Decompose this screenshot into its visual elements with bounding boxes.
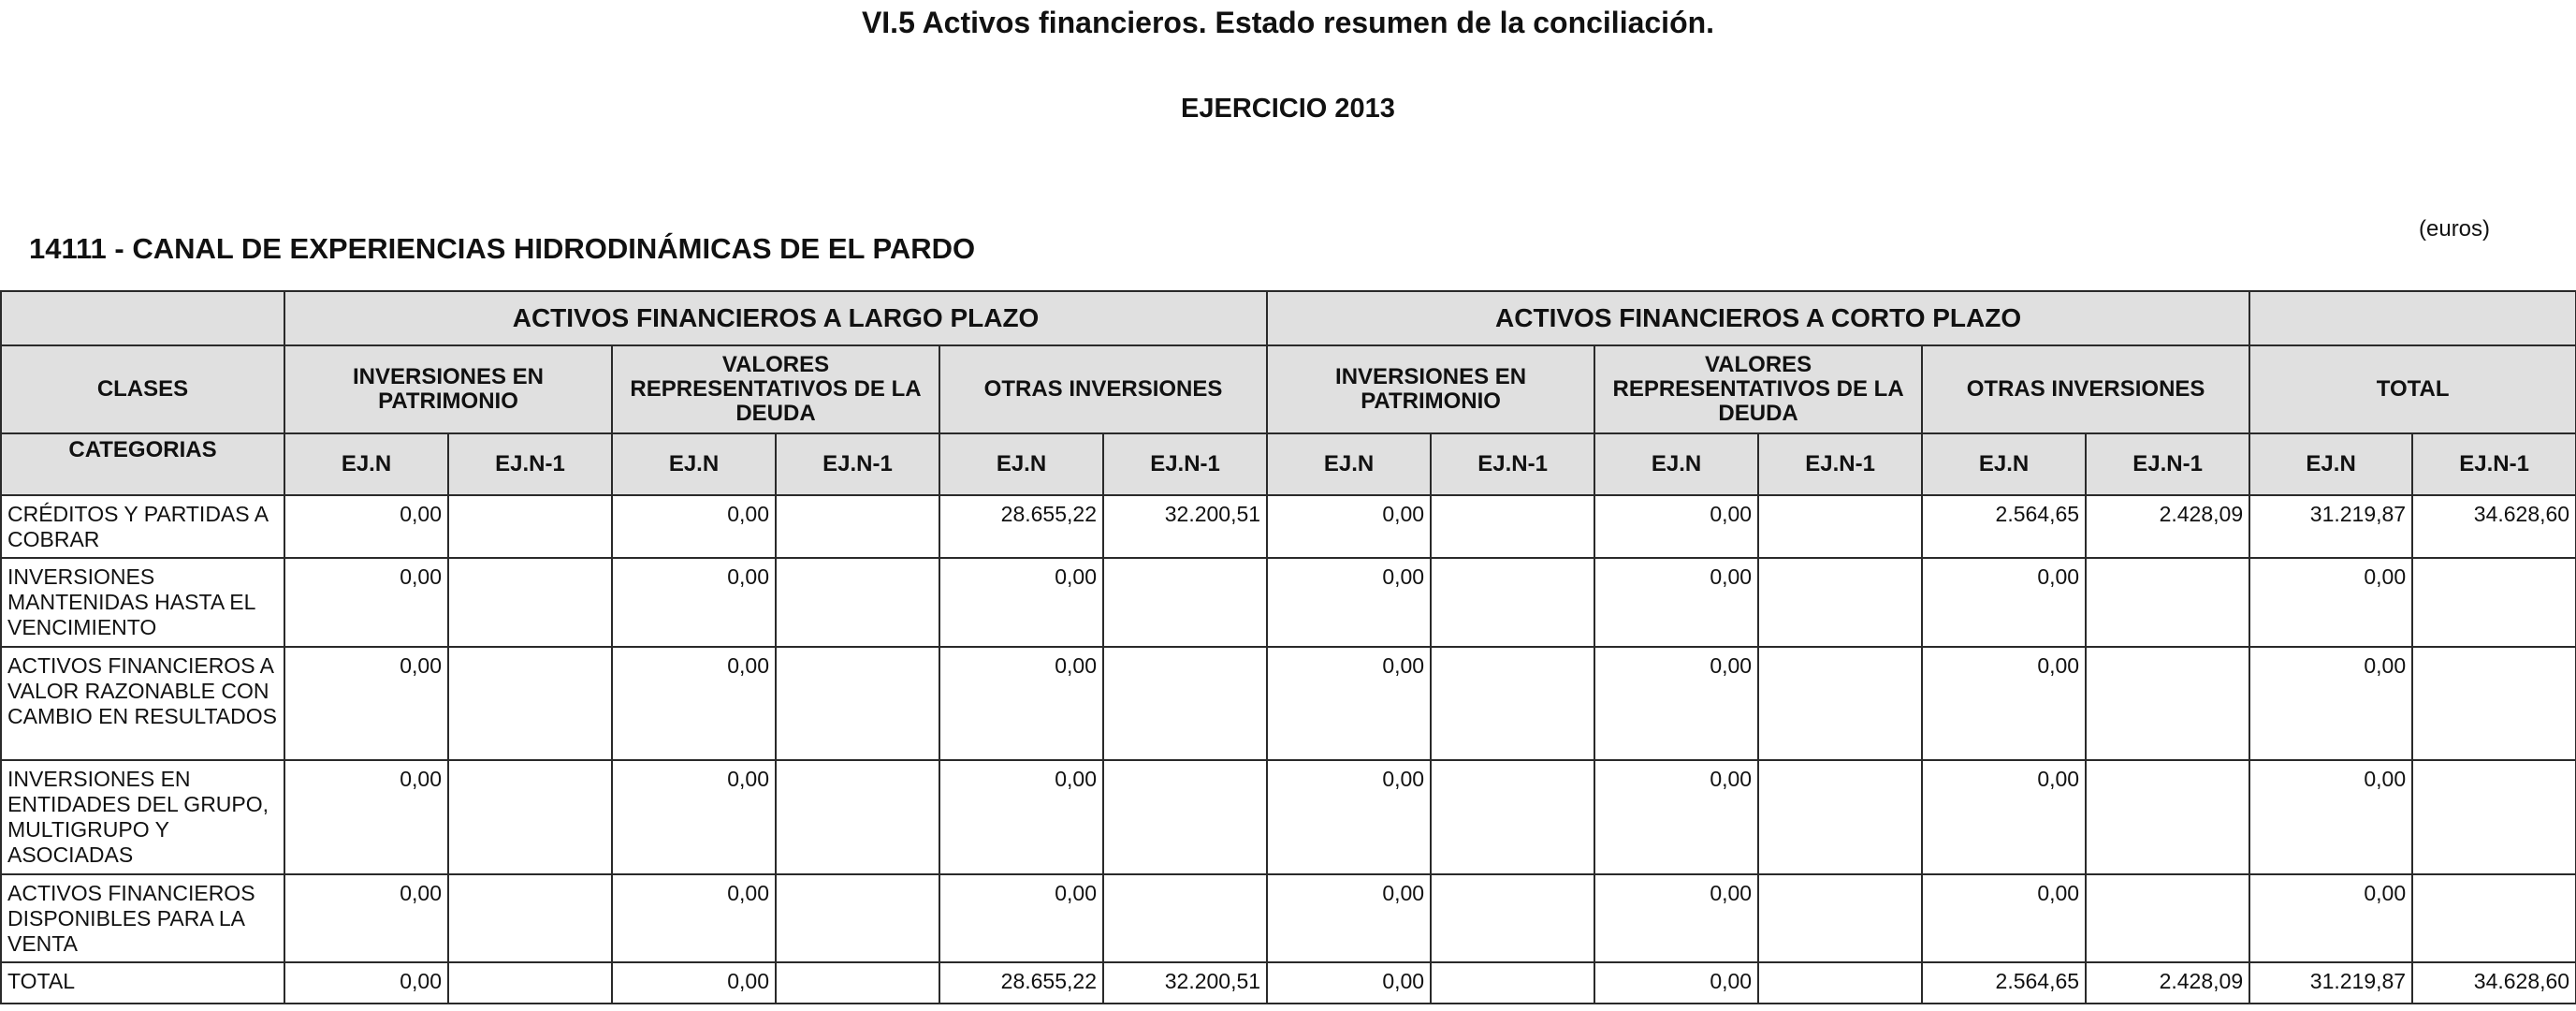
header-row-years — [1, 433, 2576, 495]
value-cell: 0,00 — [2249, 558, 2412, 647]
header-ej-n: EJ.N — [1267, 433, 1431, 495]
value-cell — [2412, 647, 2576, 760]
value-cell: 0,00 — [1267, 962, 1431, 1004]
row-category-label: INVERSIONES EN ENTIDADES DEL GRUPO, MULTIGRUPO Y ASOCIADAS — [1, 760, 284, 874]
table-row — [1, 647, 2576, 760]
value-cell: 0,00 — [612, 760, 776, 874]
value-cell: 0,00 — [1594, 962, 1758, 1004]
value-cell: 2.428,09 — [2086, 495, 2249, 558]
header-row-groups — [1, 291, 2576, 345]
value-cell: 34.628,60 — [2412, 962, 2576, 1004]
header-ej-n: EJ.N — [612, 433, 776, 495]
value-cell: 0,00 — [612, 647, 776, 760]
value-cell: 0,00 — [284, 647, 448, 760]
value-cell — [448, 962, 612, 1004]
value-cell: 0,00 — [1922, 760, 2086, 874]
value-cell: 0,00 — [1922, 558, 2086, 647]
value-cell — [448, 760, 612, 874]
header-categorias: CATEGORIAS — [1, 433, 284, 495]
value-cell — [776, 558, 939, 647]
value-cell — [1758, 647, 1922, 760]
header-blank-cell — [1, 291, 284, 345]
value-cell: 0,00 — [612, 495, 776, 558]
value-cell: 2.564,65 — [1922, 495, 2086, 558]
header-ej-n: EJ.N — [1922, 433, 2086, 495]
value-cell: 34.628,60 — [2412, 495, 2576, 558]
value-cell: 0,00 — [1594, 874, 1758, 962]
value-cell — [1431, 647, 1594, 760]
header-ej-n: EJ.N — [284, 433, 448, 495]
value-cell — [1758, 962, 1922, 1004]
header-cp-valores-deuda: VALORES REPRESENTATIVOS DE LA DEUDA — [1594, 345, 1922, 433]
value-cell: 28.655,22 — [939, 495, 1103, 558]
value-cell: 0,00 — [2249, 647, 2412, 760]
value-cell — [1103, 558, 1267, 647]
value-cell — [1431, 760, 1594, 874]
value-cell — [1758, 874, 1922, 962]
value-cell — [2412, 874, 2576, 962]
header-ej-n: EJ.N — [939, 433, 1103, 495]
value-cell: 0,00 — [1594, 495, 1758, 558]
value-cell: 0,00 — [284, 558, 448, 647]
row-category-label: ACTIVOS FINANCIEROS A VALOR RAZONABLE CON CAMBIO EN RESULTADOS — [1, 647, 284, 760]
value-cell — [2086, 647, 2249, 760]
value-cell: 0,00 — [939, 760, 1103, 874]
total-row — [1, 962, 2576, 1004]
value-cell: 0,00 — [2249, 874, 2412, 962]
value-cell — [1103, 647, 1267, 760]
value-cell: 2.564,65 — [1922, 962, 2086, 1004]
value-cell — [448, 647, 612, 760]
table-row — [1, 558, 2576, 647]
header-lp-inversiones-patrimonio: INVERSIONES EN PATRIMONIO — [284, 345, 612, 433]
value-cell: 0,00 — [1267, 558, 1431, 647]
value-cell: 0,00 — [1267, 647, 1431, 760]
header-ej-n1: EJ.N-1 — [2086, 433, 2249, 495]
value-cell: 0,00 — [1267, 874, 1431, 962]
table-row — [1, 760, 2576, 874]
value-cell — [2412, 558, 2576, 647]
reconciliation-table — [0, 290, 2576, 1004]
value-cell — [1758, 760, 1922, 874]
value-cell: 0,00 — [284, 962, 448, 1004]
value-cell: 0,00 — [1594, 647, 1758, 760]
value-cell: 31.219,87 — [2249, 962, 2412, 1004]
value-cell — [1103, 874, 1267, 962]
header-short-term: ACTIVOS FINANCIEROS A CORTO PLAZO — [1267, 291, 2249, 345]
page-title: VI.5 Activos financieros. Estado resumen de la conciliación. — [861, 6, 1715, 39]
row-category-label: CRÉDITOS Y PARTIDAS A COBRAR — [1, 495, 284, 558]
table-row — [1, 495, 2576, 558]
value-cell: 0,00 — [1922, 874, 2086, 962]
value-cell: 31.219,87 — [2249, 495, 2412, 558]
header-ej-n1: EJ.N-1 — [776, 433, 939, 495]
value-cell: 0,00 — [1267, 760, 1431, 874]
header-cp-otras-inversiones: OTRAS INVERSIONES — [1922, 345, 2249, 433]
header-ej-n1: EJ.N-1 — [2412, 433, 2576, 495]
table-row — [1, 874, 2576, 962]
header-total: TOTAL — [2249, 345, 2576, 433]
value-cell: 0,00 — [1594, 760, 1758, 874]
value-cell — [2086, 760, 2249, 874]
header-row-classes — [1, 345, 2576, 433]
table-header — [1, 291, 2576, 495]
value-cell: 0,00 — [2249, 760, 2412, 874]
value-cell — [776, 760, 939, 874]
value-cell — [1431, 558, 1594, 647]
value-cell: 0,00 — [284, 874, 448, 962]
value-cell — [776, 495, 939, 558]
row-category-label: INVERSIONES MANTENIDAS HASTA EL VENCIMIENTO — [1, 558, 284, 647]
value-cell — [1103, 760, 1267, 874]
units-label: (euros) — [2419, 216, 2491, 242]
value-cell — [776, 647, 939, 760]
value-cell — [448, 874, 612, 962]
value-cell — [2086, 558, 2249, 647]
fiscal-year-subtitle: EJERCICIO 2013 — [1181, 94, 1395, 124]
value-cell: 0,00 — [612, 874, 776, 962]
value-cell: 0,00 — [1267, 495, 1431, 558]
value-cell: 0,00 — [1594, 558, 1758, 647]
header-ej-n: EJ.N — [1594, 433, 1758, 495]
value-cell: 2.428,09 — [2086, 962, 2249, 1004]
value-cell — [448, 558, 612, 647]
value-cell — [1431, 495, 1594, 558]
row-category-label: ACTIVOS FINANCIEROS DISPONIBLES PARA LA VENTA — [1, 874, 284, 962]
value-cell: 0,00 — [939, 558, 1103, 647]
entity-heading: 14111 - CANAL DE EXPERIENCIAS HIDRODINÁMICAS DE EL PARDO — [29, 232, 976, 265]
header-long-term: ACTIVOS FINANCIEROS A LARGO PLAZO — [284, 291, 1267, 345]
value-cell — [1758, 558, 1922, 647]
header-ej-n1: EJ.N-1 — [448, 433, 612, 495]
value-cell: 0,00 — [939, 647, 1103, 760]
row-category-label: TOTAL — [1, 962, 284, 1004]
value-cell — [448, 495, 612, 558]
value-cell: 32.200,51 — [1103, 962, 1267, 1004]
value-cell: 32.200,51 — [1103, 495, 1267, 558]
header-lp-otras-inversiones: OTRAS INVERSIONES — [939, 345, 1267, 433]
value-cell — [776, 874, 939, 962]
value-cell — [1758, 495, 1922, 558]
value-cell: 0,00 — [612, 962, 776, 1004]
value-cell: 0,00 — [284, 760, 448, 874]
value-cell — [776, 962, 939, 1004]
value-cell — [2412, 760, 2576, 874]
value-cell — [1431, 874, 1594, 962]
value-cell: 0,00 — [939, 874, 1103, 962]
header-cp-inversiones-patrimonio: INVERSIONES EN PATRIMONIO — [1267, 345, 1594, 433]
table-body — [1, 495, 2576, 1004]
value-cell: 28.655,22 — [939, 962, 1103, 1004]
value-cell — [1431, 962, 1594, 1004]
value-cell: 0,00 — [1922, 647, 2086, 760]
header-ej-n1: EJ.N-1 — [1758, 433, 1922, 495]
value-cell: 0,00 — [284, 495, 448, 558]
header-ej-n1: EJ.N-1 — [1431, 433, 1594, 495]
header-ej-n1: EJ.N-1 — [1103, 433, 1267, 495]
value-cell: 0,00 — [612, 558, 776, 647]
value-cell — [2086, 874, 2249, 962]
header-ej-n: EJ.N — [2249, 433, 2412, 495]
header-total-blank — [2249, 291, 2576, 345]
header-lp-valores-deuda: VALORES REPRESENTATIVOS DE LA DEUDA — [612, 345, 939, 433]
header-clases: CLASES — [1, 345, 284, 433]
